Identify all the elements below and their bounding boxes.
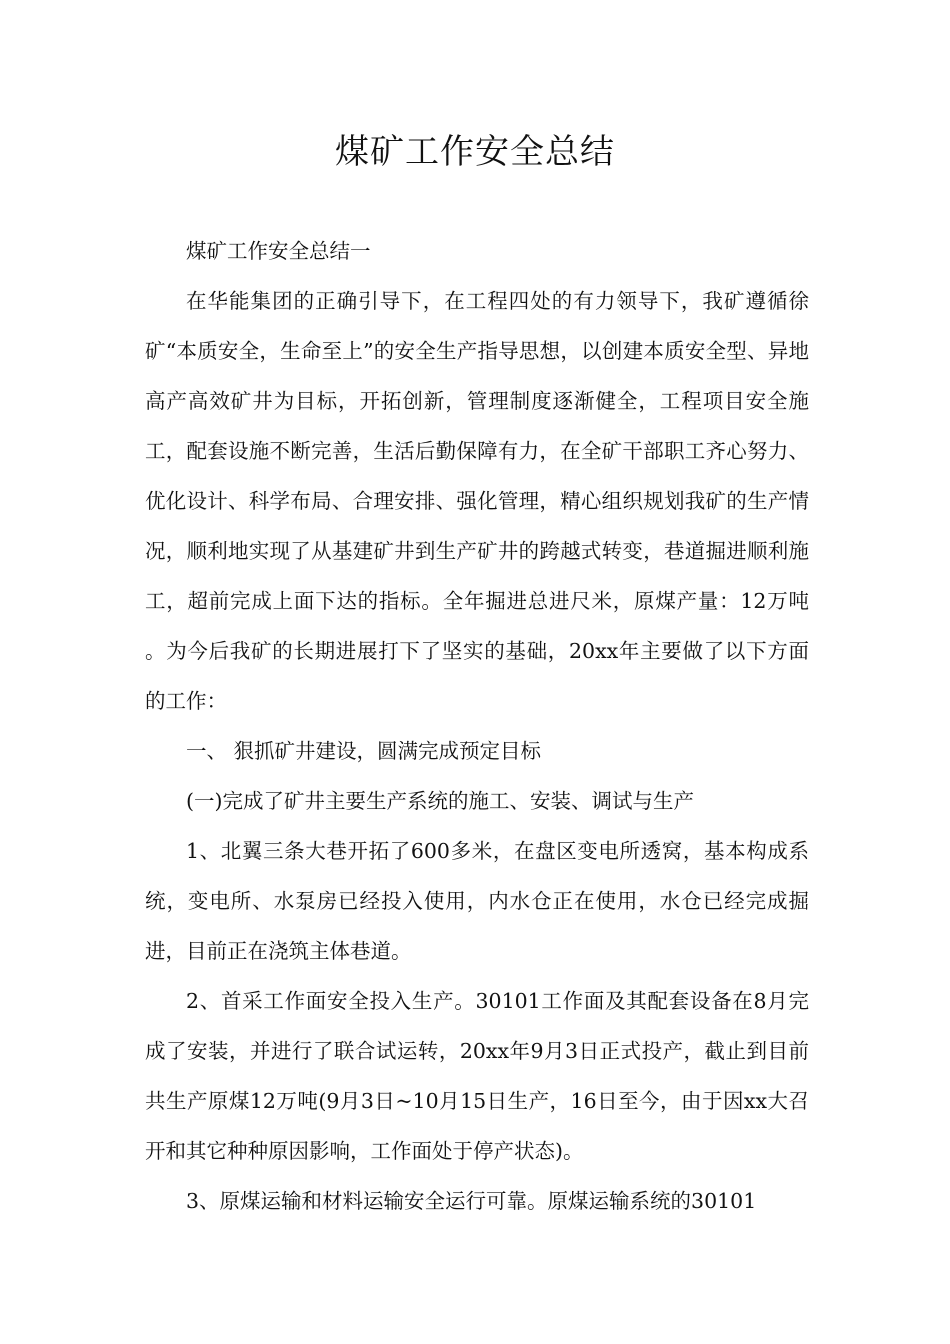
paragraph-item-1: 1、北翼三条大巷开拓了600多米，在盘区变电所透窝，基本构成系统，变电所、水泵房已经投入使用，内水仓正在使用，水仓已经完成掘进，目前正在浇筑主体巷道。 bbox=[145, 839, 809, 963]
paragraph-intro: 在华能集团的正确引导下，在工程四处的有力领导下，我矿遵循徐矿“本质安全，生命至上”的安全生产指导思想，以创建本质安全型、异地高产高效矿井为目标，开拓创新，管理制度逐渐健全，工程项目安全施工，配套设施不断完善，生活后勤保障有力，在全矿干部职工齐心努力、优化设计、科学布局、合理安排、强化管理，精心组织规划我矿的生产情况，顺利地实现了从基建矿井到生产矿井的跨越式转变，巷道掘进顺利施工，超前完成上面下达的指标。全年掘进总进尺米，原煤产量：12万吨 。为今后我矿的长期进展打下了坚实的基础，20xx年主要做了以下方面的工作： bbox=[145, 289, 809, 713]
paragraph-item-2: 2、首采工作面安全投入生产。30101工作面及其配套设备在8月完成了安装，并进行了联合试运转，20xx年9月3日正式投产，截止到目前共生产原煤12万吨(9月3日~10月15日生产，16日至今，由于因xx大召开和其它种种原因影响，工作面处于停产状态)。 bbox=[145, 989, 809, 1163]
heading-level-2: (一)完成了矿井主要生产系统的施工、安装、调试与生产 bbox=[186, 789, 694, 813]
paragraph-item-3: 3、原煤运输和材料运输安全运行可靠。原煤运输系统的30101 bbox=[186, 1189, 757, 1213]
heading-level-1: 一、 狠抓矿井建设，圆满完成预定目标 bbox=[186, 739, 542, 763]
section-heading: 煤矿工作安全总结一 bbox=[186, 239, 371, 263]
document-body bbox=[145, 226, 809, 1226]
document-title: 煤矿工作安全总结 bbox=[335, 132, 615, 172]
